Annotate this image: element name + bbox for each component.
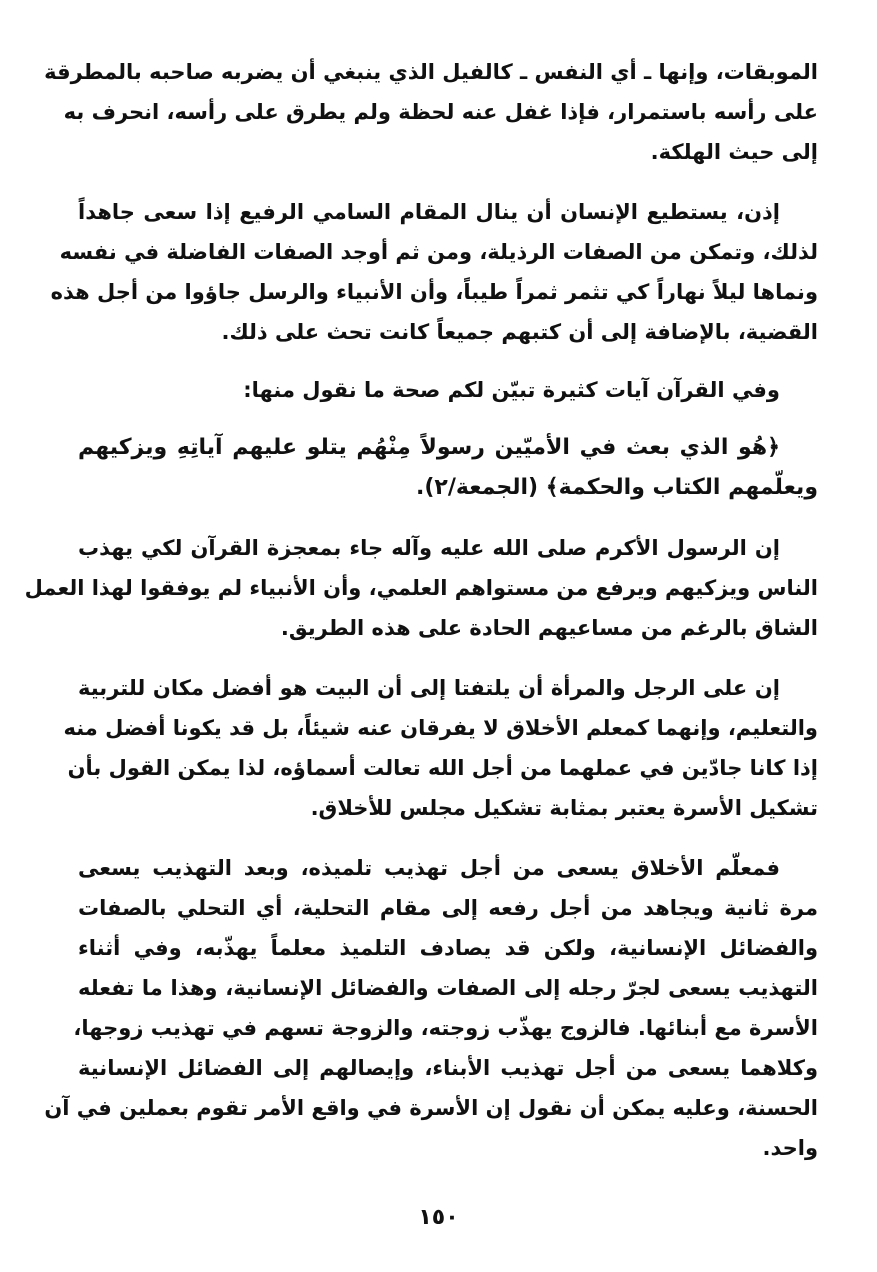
text-line: واحد. <box>762 1136 818 1160</box>
text-line: الحسنة، وعليه يمكن أن نقول إن الأسرة في واقع الأمر تقوم بعملين في آن <box>44 1096 818 1120</box>
text-line: التهذيب يسعى لجرّ رجله إلى الصفات والفضائل الإنسانية، وهذا ما تفعله <box>78 976 818 1000</box>
text-line: والفضائل الإنسانية، ولكن قد يصادف التلميذ معلماً يهذّبه، وفي أثناء <box>78 936 818 960</box>
paragraph-2 <box>50 192 818 352</box>
text-line: إذا كانا جادّين في عملهما من أجل الله تعالت أسماؤه، لذا يمكن القول بأن <box>67 756 818 780</box>
verse-line: ﴿هُو الذي بعث في الأميّين رسولاً مِنْهُم يتلو عليهم آياتِهِ ويزكيهم <box>78 435 780 460</box>
text-line: الناس ويزكيهم ويرفع من مستواهم العلمي، وأن الأنبياء لم يوفقوا لهذا العمل <box>24 576 818 600</box>
text-line: لذلك، وتمكن من الصفات الرذيلة، ومن ثم أوجد الصفات الفاضلة في نفسه <box>59 240 818 264</box>
text-line: فمعلّم الأخلاق يسعى من أجل تهذيب تلميذه، وبعد التهذيب يسعى <box>78 856 780 880</box>
text-line: الموبقات، وإنها ـ أي النفس ـ كالفيل الذي ينبغي أن يضربه صاحبه بالمطرقة <box>44 60 818 84</box>
quran-verse <box>78 428 818 508</box>
paragraph-6 <box>44 848 818 1168</box>
text-line: إن على الرجل والمرأة أن يلتفتا إلى أن البيت هو أفضل مكان للتربية <box>78 676 780 700</box>
text-line: إلى حيث الهلكة. <box>650 140 818 164</box>
paragraph-5 <box>63 668 818 828</box>
text-line: القضية، بالإضافة إلى أن كتبهم جميعاً كانت تحث على ذلك. <box>221 320 818 344</box>
paragraph-4 <box>24 528 818 648</box>
page-body <box>24 52 818 1168</box>
verse-line: ويعلّمهم الكتاب والحكمة﴾ (الجمعة/٢). <box>415 475 818 500</box>
paragraph-1 <box>44 52 818 172</box>
text-line: الشاق بالرغم من مساعيهم الحادة على هذه الطريق. <box>280 616 818 640</box>
text-line: إن الرسول الأكرم صلى الله عليه وآله جاء بمعجزة القرآن لكي يهذب <box>78 536 780 560</box>
text-line: الأسرة مع أبنائها. فالزوج يهذّب زوجته، والزوجة تسهم في تهذيب زوجها، <box>73 1016 818 1040</box>
text-line: مرة ثانية ويجاهد من أجل رفعه إلى مقام التحلية، أي التحلي بالصفات <box>78 896 818 920</box>
page-number: ١٥٠ <box>418 1205 459 1230</box>
text-line: والتعليم، وإنهما كمعلم الأخلاق لا يفرقان عنه شيئاً، بل قد يكونا أفضل منه <box>63 716 818 740</box>
text-line: وفي القرآن آيات كثيرة تبيّن لكم صحة ما نقول منها: <box>243 378 780 402</box>
text-line: على رأسه باستمرار، فإذا غفل عنه لحظة ولم يطرق على رأسه، انحرف به <box>63 100 818 124</box>
text-line: ونماها ليلاً نهاراً كي تثمر ثمراً طيباً، وأن الأنبياء والرسل جاؤوا من أجل هذه <box>50 280 818 304</box>
paragraph-3 <box>78 370 818 410</box>
text-line: إذن، يستطيع الإنسان أن ينال المقام السامي الرفيع إذا سعى جاهداً <box>78 200 780 224</box>
text-line: وكلاهما يسعى من أجل تهذيب الأبناء، وإيصالهم إلى الفضائل الإنسانية <box>78 1056 818 1080</box>
text-line: تشكيل الأسرة يعتبر بمثابة تشكيل مجلس للأخلاق. <box>310 796 818 820</box>
